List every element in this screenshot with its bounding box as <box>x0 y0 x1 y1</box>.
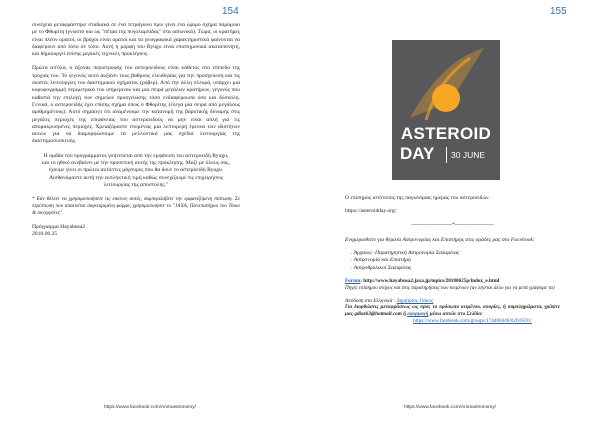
forum-label[interactable]: Forum <box>345 278 361 285</box>
facebook-group-link-wrap <box>345 318 560 325</box>
group-item-3[interactable]: . Αστροθρυλικοί Σαλαμίνας <box>351 264 412 271</box>
paragraph-2: Πρώτα απ'όλα, ο άξονας περιστροφής του αστεροειδούς είναι κάθετος στο επίπεδο της τροχιάς του. Το γεγονός αυτό αυξάνει τους βαθμούς ελευθερίας για την προσγείωση και τις σωστές λειτουργίες του διαστημικού σχήματος (ρόβερ). Από την άλλη πλευρά, υπάρχει μια κορυφογραμμή περιμετρικά του ισημερινού και μια σειρά μεγάλων κρατήρων, γεγονός που καθιστά την επιλογή των σημείων προσγείωσης τόσο ενδιαφέρουσα όσο και δύσκολη. Γενικά, ο αστεροειδής έχει επίσης σχήμα όπως ο Φθορίτης (έλεγα μία σειρά από μεγάλους αριθμημένους). Αυτό σημαίνει ότι αναμένουμε την κατανομή της βαρυτικής δύναμης στις μεγάλες περιοχές της επιφάνειας του αστεροειδούς να μην είναι απλή για τις απομακρυσμένες περιοχές. Χρειαζόμαστε επομένως μια λεπτομερή έρευνα των ιδιοτήτων αυτών για να διαμορφώσουμε τα μελλοντικά μας σχέδια λειτουργίας της διαστημοσυσκευής. <box>32 65 240 145</box>
forum-note: Πηγές επίσημου στόχος και στις παρατηρήσεις των κειμένων (αν λέγεται άλλο για να μετά γράψαμε τα) <box>345 284 555 291</box>
quote-paragraph: Η ομάδα του προγράμματος γοητεύεται από την εμφάνιση του αστεροειδή Ryugu, και το ηθικό ανεβαίνει με την προοπτική αυτής της πρόκλησης. Μαζί με όλους σας, έχουμε γίνει οι πρώτοι αυτόπτες μάρτυρες που θα δουν το αστεροειδή Ryugu. Αισθανόμαστε αυτή την εκπληκτική τιμή καθώς συνεχίζουμε τις επιχειρήσεις λειτουργίας της αποστολής." <box>42 152 230 188</box>
forum-url[interactable]: : http://www.hayabusa2.jaxa.jp/topics/20180625p/index_e.html <box>360 278 500 285</box>
credits-contact-end: μέσω αυτών στο Σελίδα: <box>429 311 483 318</box>
credits-contact-text: Για διορθώσεις μεταφράσεως ως προς το πρόσωπο κειμένου, απορίες, ή συμπληρώματα, γράψτε μας gdiaz63@hotmail.com ή <box>345 304 560 318</box>
group-item-2[interactable]: . Αστρονομία και Επιστήμη <box>351 257 411 264</box>
paragraph-1: συνέχεια μεταφράστηκε σταδιακά σε ένα τετράγωνο πριν γίνει ένα ώριμο σχήμα παρόμοιο με το Φθορίτη (γνωστό και ως "πέτρα της πυγολαμπίδας" στα ιαπωνικά). Τώρα, οι κρατήρες είναι πλέον ορατοί, οι βράχοι είναι ορατοί και τα γεωγραφικά χαρακτηριστικά φαίνονται να διαφέρουν από τόπο σε τόπο. Αυτή η μορφή του Ryugu είναι επιστημονικά ακαταπόνητη, και δημιουργεί επίσης μερικές τεχνικές προκλήσεις. <box>32 22 240 58</box>
asteroid-day-logo <box>392 40 500 180</box>
credits-contact <box>345 304 560 318</box>
signature-line-2: 2018.06.25 <box>32 230 58 237</box>
logo-day-text: DAY <box>400 144 435 163</box>
right-page <box>300 0 600 424</box>
asteroid-day-link[interactable]: https://asteroidday.org/ <box>345 208 397 215</box>
logo-divider <box>446 147 447 163</box>
facebook-invite-text: Ενημερωθείτε για θέματα Αστρονομίας και Επιστήμης στις ομάδες μας στο Facebook: <box>345 236 535 243</box>
right-text-column <box>345 195 560 325</box>
facebook-group-link[interactable]: https://www.facebook.com/groups/174400446/026/9591/ <box>413 318 532 325</box>
section-separator: ----------------------*--------------------- <box>411 221 494 228</box>
credits-app-link[interactable]: εφαρμογή <box>407 311 429 318</box>
signature-line-1: Πρόγραμμα Hayabusa2 <box>32 223 86 230</box>
forum-line <box>345 278 560 285</box>
left-footer-url[interactable]: https://www.facebook.com/Arxtoastronomy/ <box>104 405 196 410</box>
logo-caption: Ο επίσημος ιστότοπος της παγκόσμιας ημέρας του αστεροειδών. <box>345 195 490 201</box>
group-item-1[interactable]: . Άρχαιος- Παρατηρητική Αστρονομία Σαλαμίνας <box>351 250 460 257</box>
right-footer-url[interactable]: https://www.facebook.com/Arxtoastronomy/ <box>404 405 496 410</box>
asteroid-icon <box>392 40 500 130</box>
credits-prefix: Απόδοση στα Ελληνικά : <box>345 297 397 304</box>
image-credit-note: * Εάν θέλετε να χρησιμοποιήσετε τις εικόνες αυτές, συμπεριλάβετε την εμφανιζόμενη πίστωση. Σε περίπτωση που απαιτείται συγκεκριμένη φόρμα, χρησιμοποιήστε το "JAXA, Πανεπιστήμιο του Τόκιο & συνεργάτες". <box>32 196 240 216</box>
credits-name-link[interactable]: Δημήτριος Γιάκος <box>396 297 434 304</box>
left-text-column <box>32 22 240 238</box>
logo-asteroid-text: ASTEROID <box>400 124 492 143</box>
logo-date-text: 30 JUNE <box>451 150 486 160</box>
right-page-number: 155 <box>550 6 567 17</box>
left-page-number: 154 <box>222 6 239 17</box>
